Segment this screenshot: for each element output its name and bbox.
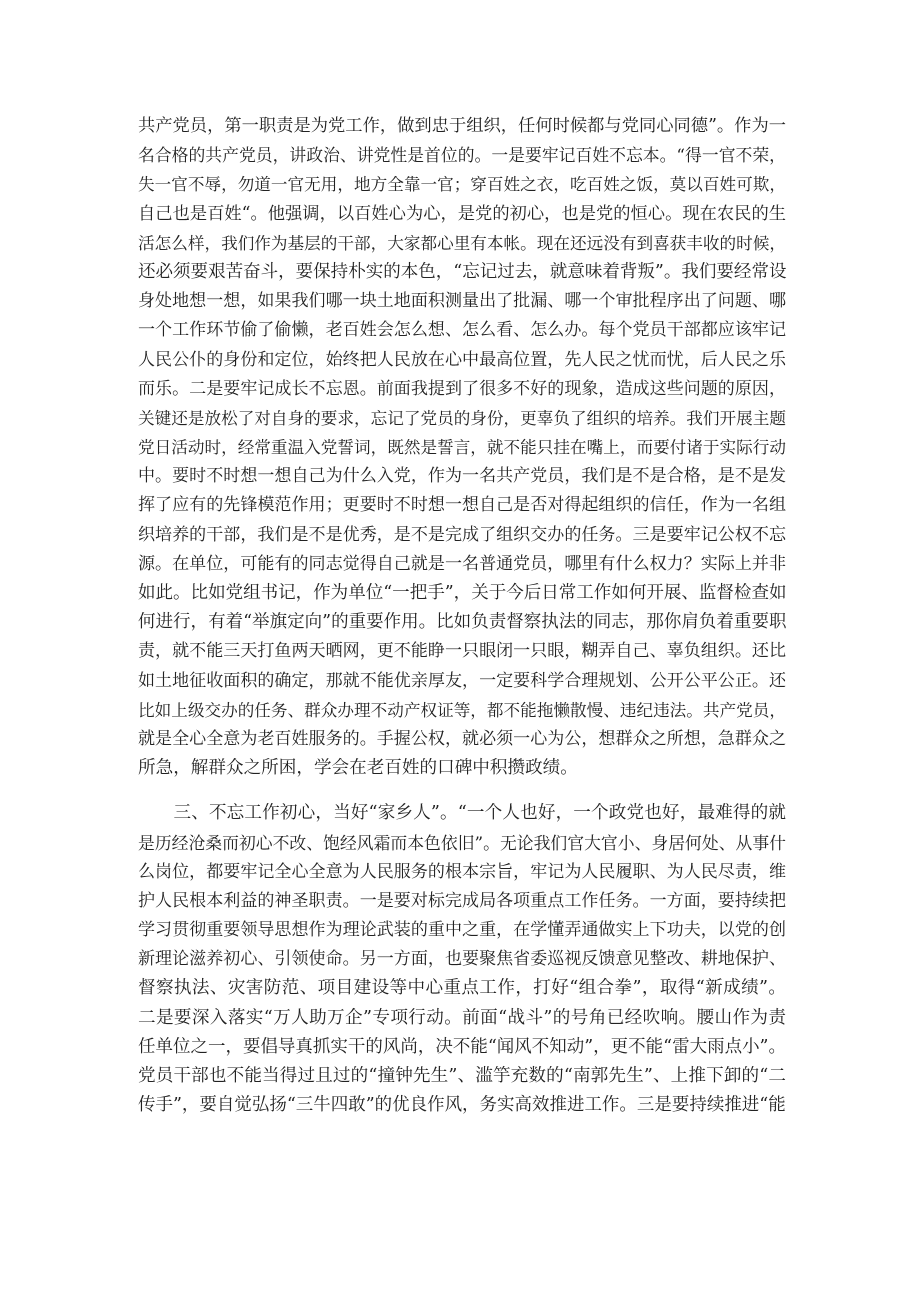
text-line: 责，就不能三天打鱼两天晒网，更不能睁一只眼闭一只眼，糊弄自己、辜负组织。还比 — [138, 641, 786, 662]
text-line: 么岗位，都要牢记全心全意为人民服务的根本宗旨，牢记为人民履职、为人民尽责，维 — [138, 861, 786, 882]
paragraph-gap — [138, 783, 786, 799]
text-line: 学习贯彻重要领导思想作为理论武装的重中之重，在学懂弄通做实上下功夫，以党的创 — [138, 920, 786, 941]
text-line: 织培养的干部，我们是不是优秀，是不是完成了组织交办的任务。三是要牢记公权不忘 — [138, 524, 786, 545]
text-line: 还必须要艰苦奋斗，要保持朴实的本色，“忘记过去，就意味着背叛”。我们要经常设 — [138, 261, 787, 282]
text-line: 失一官不辱，勿道一官无用，地方全靠一官；穿百姓之衣，吃百姓之饭，莫以百姓可欺， — [138, 175, 786, 195]
text-line: 三、不忘工作初心，当好“家乡人”。“一个人也好，一个政党也好，最难得的就 — [138, 803, 786, 824]
text-line: 何进行，有着“举旗定向”的重要作用。比如负责督察执法的同志，那你肩负着重要职 — [138, 612, 787, 633]
text-line: 名合格的共产党员，讲政治、讲党性是首位的。一是要牢记百姓不忘本。“得一官不荣， — [138, 145, 786, 166]
text-line: 而乐。二是要牢记成长不忘恩。前面我提到了很多不好的现象，造成这些问题的原因， — [138, 378, 786, 399]
text-line: 任单位之一，要倡导真抓实干的风尚，决不能“闻风不知动”，更不能“雷大雨点小”。 — [138, 1036, 786, 1057]
text-line: 活怎么样，我们作为基层的干部，大家都心里有本帐。现在还远没有到喜获丰收的时候， — [138, 233, 786, 253]
text-line: 二是要深入落实“万人助万企”专项行动。前面“战斗”的号角已经吹响。腰山作为责 — [138, 1007, 786, 1028]
paragraph-1 — [138, 112, 786, 783]
text-line: 传手”，要自觉弘扬“三牛四敢”的优良作风，务实高效推进工作。三是要持续推进“能 — [138, 1095, 786, 1116]
text-line: 如此。比如党组书记，作为单位“一把手”，关于今后日常工作如何开展、监督检查如 — [138, 583, 787, 603]
text-line: 身处地想一想，如果我们哪一块土地面积测量出了批漏、哪一个审批程序出了问题、哪 — [138, 291, 786, 312]
text-line: 所急，解群众之所困，学会在老百姓的口碑中积攒政绩。 — [138, 758, 578, 779]
text-line: 关键还是放松了对自身的要求，忘记了党员的身份，更辜负了组织的培养。我们开展主题 — [138, 408, 786, 428]
text-line: 是历经沧桑而初心不改、饱经风霜而本色依旧”。无论我们官大官小、身居何处、从事什 — [138, 832, 786, 853]
text-line: 就是全心全意为老百姓服务的。手握公权，就必须一心为公，想群众之所想，急群众之 — [138, 728, 786, 749]
text-line: 一个工作环节偷了偷懒，老百姓会怎么想、怎么看、怎么办。每个党员干部都应该牢记 — [138, 320, 786, 341]
text-line: 共产党员，第一职责是为党工作，做到忠于组织，任何时候都与党同心同德”。作为一 — [138, 116, 786, 136]
text-line: 督察执法、灾害防范、项目建设等中心重点工作，打好“组合拳”，取得“新成绩”。 — [138, 978, 786, 999]
text-line: 护人民根本利益的神圣职责。一是要对标完成局各项重点工作任务。一方面，要持续把 — [138, 890, 786, 911]
text-line: 人民公仆的身份和定位，始终把人民放在心中最高位置，先人民之忧而忧，后人民之乐 — [138, 349, 786, 370]
text-line: 党日活动时，经常重温入党誓词，既然是誓言，就不能只挂在嘴上，而要付诸于实际行动 — [138, 438, 786, 458]
text-line: 党员干部也不能当得过且过的“撞钟先生”、滥竽充数的“南郭先生”、上推下卸的“二 — [138, 1066, 786, 1086]
text-line: 挥了应有的先锋模范作用；更要时不时想一想自己是否对得起组织的信任，作为一名组 — [138, 495, 786, 516]
document-body — [138, 112, 786, 1120]
text-line: 中。要时不时想一想自己为什么入党，作为一名共产党员，我们是不是合格，是不是发 — [138, 466, 786, 487]
text-line: 如土地征收面积的确定，那就不能优亲厚友，一定要科学合理规划、公开公平公正。还 — [138, 670, 786, 691]
text-line: 比如上级交办的任务、群众办理不动产权证等，都不能拖懒散慢、违纪违法。共产党员， — [138, 700, 786, 720]
text-line: 源。在单位，可能有的同志觉得自己就是一名普通党员，哪里有什么权力？实际上并非 — [138, 553, 786, 574]
text-line: 自己也是百姓“。他强调，以百姓心为心，是党的初心，也是党的恒心。现在农民的生 — [138, 203, 786, 224]
paragraph-2 — [138, 799, 786, 1120]
text-line: 新理论滋养初心、引领使命。另一方面，也要聚焦省委巡视反馈意见整改、耕地保护、 — [138, 949, 786, 970]
